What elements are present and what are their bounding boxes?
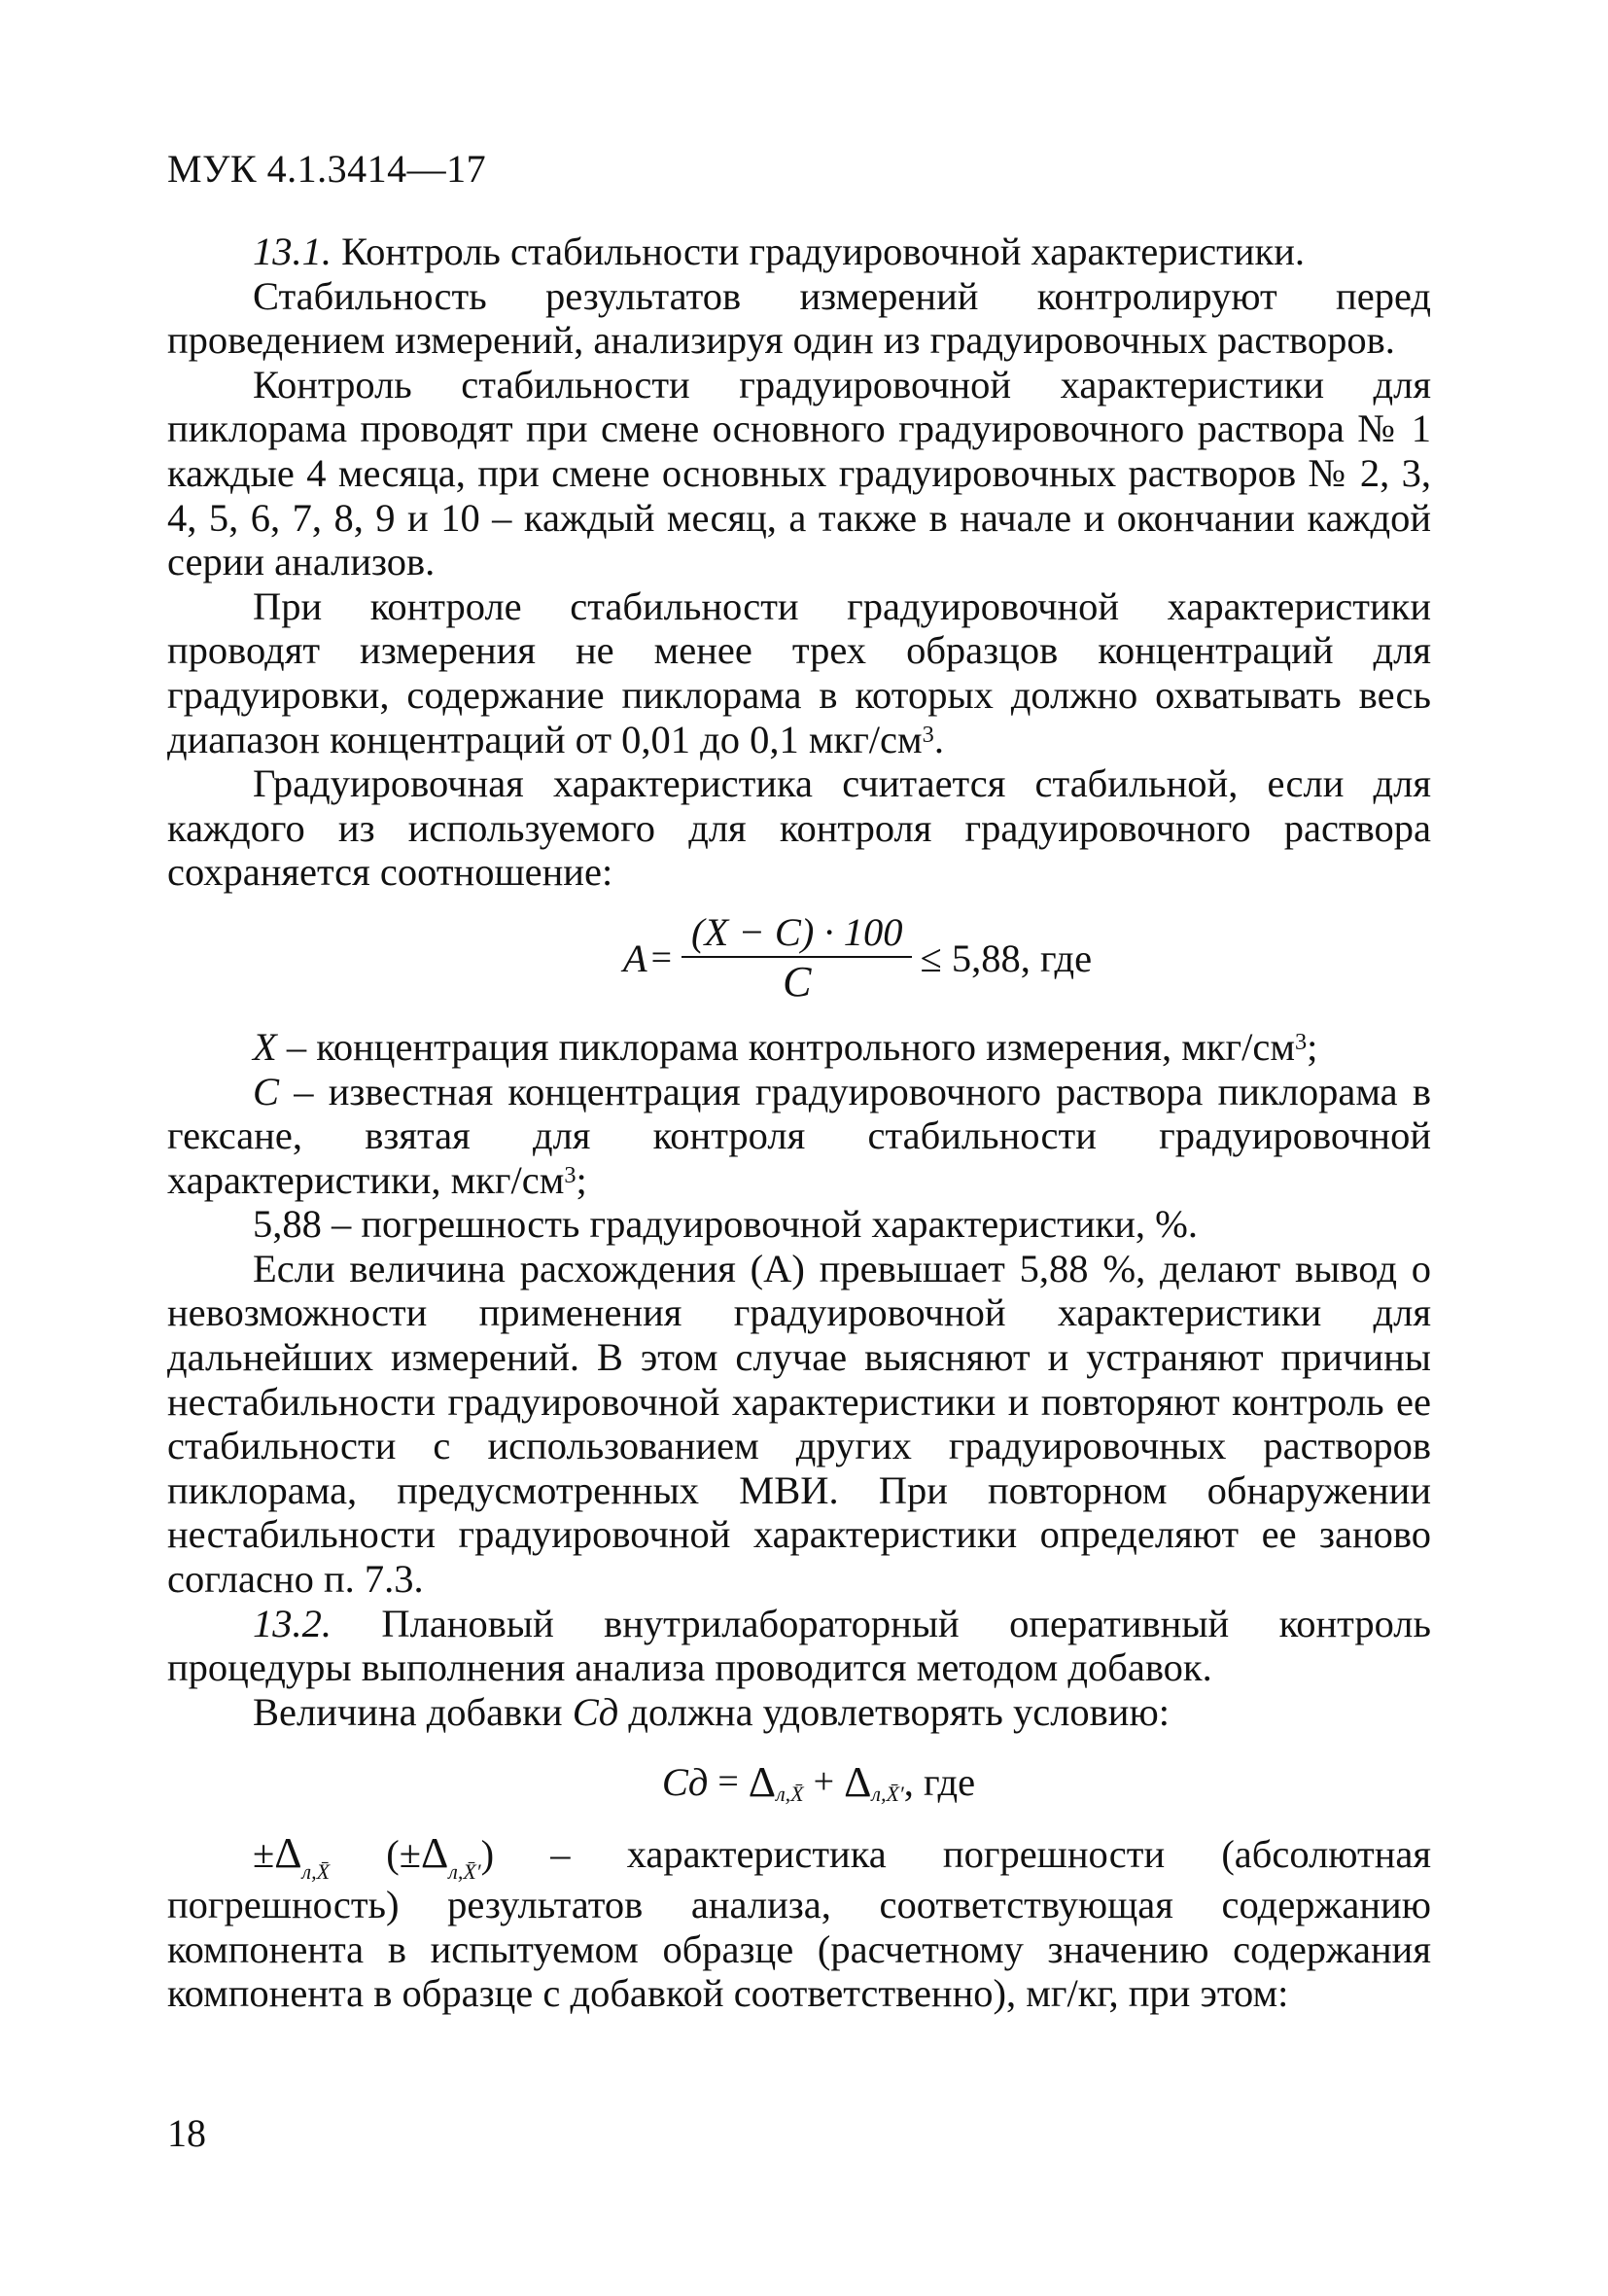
section-title: Контроль стабильности градуировочной характеристики. [332, 230, 1306, 273]
section-number: 13.1. [253, 230, 332, 273]
delta-symbol: Δ [420, 1829, 449, 1878]
paragraph-stability-control: Стабильность результатов измерений контролируют перед проведением измерений, анализируя один из градуировочных растворов. [167, 273, 1431, 363]
delta-subscript: л,X̄′ [871, 1781, 904, 1806]
page-number: 18 [167, 2111, 206, 2155]
superscript: 3 [564, 1161, 577, 1188]
definition-end: ; [1307, 1024, 1318, 1069]
formula-plus: + [813, 1760, 835, 1802]
delta-subscript: л,X̄ [776, 1781, 804, 1806]
formula-rhs: ≤ 5,88 [920, 936, 1021, 981]
plus-minus: ± [253, 1832, 275, 1877]
formula-suffix: , где [1020, 936, 1093, 981]
formula-cd [167, 1740, 1431, 1823]
paragraph-text: – характеристика погрешности (абсолютная погрешность) результатов анализа, соответствующая содержанию компонента в испытуемом образце (расчетному значению содержания компонента в образце с добавкой соответственно), мг/кг, при этом: [167, 1832, 1431, 2016]
paren-open: (± [330, 1832, 421, 1877]
formula-suffix: , где [903, 1759, 976, 1804]
paragraph-delta-definition [167, 1831, 1431, 2015]
paren-close: ) [480, 1832, 495, 1877]
definition-end: ; [576, 1157, 587, 1202]
paragraph-text: должна удовлетворять условию: [618, 1689, 1170, 1734]
formula-numerator: (X − C) · 100 [682, 911, 912, 958]
delta-subscript: л,X̄ [301, 1859, 331, 1885]
delta-subscript: л,X̄′ [448, 1859, 481, 1885]
formula-denominator: C [783, 957, 812, 1006]
section-13-1-heading [167, 230, 1431, 274]
section-title: Плановый внутрилабораторный оперативный контроль процедуры выполнения анализа проводится методом добавок. [167, 1601, 1431, 1690]
section-13-2-heading [167, 1602, 1431, 1690]
definition-text: – концентрация пиклорама контрольного измерения, мкг/см [276, 1024, 1296, 1069]
formula-fraction [682, 911, 912, 1007]
paragraph-stability-criterion: Градуировочная характеристика считается стабильной, если для каждого из используемого для контроля градуировочного раствора сохраняется соотношение: [167, 761, 1431, 895]
section-number: 13.2. [253, 1601, 332, 1645]
variable-x: X [253, 1024, 277, 1069]
paragraph-measurement-range [167, 584, 1431, 761]
superscript: 3 [1295, 1028, 1308, 1055]
definition-x [167, 1025, 1431, 1070]
superscript: 3 [922, 721, 934, 748]
delta-symbol: Δ [844, 1757, 872, 1806]
formula-lhs: Cд [661, 1759, 709, 1804]
definition-text: – известная концентрация градуировочного раствора пиклорама в гексане, взятая для контроля стабильности градуировочной характеристики, мкг/см [167, 1069, 1431, 1202]
paragraph-additive-size [167, 1690, 1431, 1735]
document-code-header: МУК 4.1.3414—17 [167, 147, 487, 191]
paragraph-end: . [933, 717, 944, 761]
definition-c [167, 1070, 1431, 1203]
paragraph-text: Величина добавки [253, 1689, 573, 1734]
paragraph-control-schedule: Контроль стабильности градуировочной характеристики для пиклорама проводят при смене основного градуировочного раствора № 1 каждые 4 месяца, при смене основных градуировочных растворов № 2, 3, 4, 5, 6, 7, 8, 9 и 10 – каждый месяц, а также в начале и окончании каждой серии анализов. [167, 362, 1431, 584]
paragraph-instability: Если величина расхождения (А) превышает 5,88 %, делают вывод о невозможности применения градуировочной характеристики для дальнейших измерений. В этом случае выясняют и устраняют причины нестабильности градуировочной характеристики и повторяют контроль ее стабильности с использованием других градуировочных растворов пиклорама, предусмотренных МВИ. При повторном обнаружении нестабильности градуировочной характеристики определяют ее заново согласно п. 7.3. [167, 1246, 1431, 1602]
delta-symbol: Δ [748, 1757, 777, 1806]
variable-c: C [253, 1069, 280, 1113]
formula-equals: = [717, 1760, 739, 1802]
variable-cd: Cд [572, 1689, 619, 1734]
definition-error: 5,88 – погрешность градуировочной характеристики, %. [253, 1202, 1198, 1247]
formula-a [167, 901, 1431, 1017]
formula-lhs: A [622, 936, 647, 981]
formula-equals: = [650, 937, 673, 979]
paragraph-text: При контроле стабильности градуировочной характеристики проводят измерения не менее трех образцов концентраций для градуировки, содержание пиклорама в которых должно охватывать весь диапазон концентраций от 0,01 до 0,1 мкг/см [167, 583, 1431, 761]
delta-symbol: Δ [274, 1829, 302, 1878]
document-body [167, 230, 1431, 2016]
